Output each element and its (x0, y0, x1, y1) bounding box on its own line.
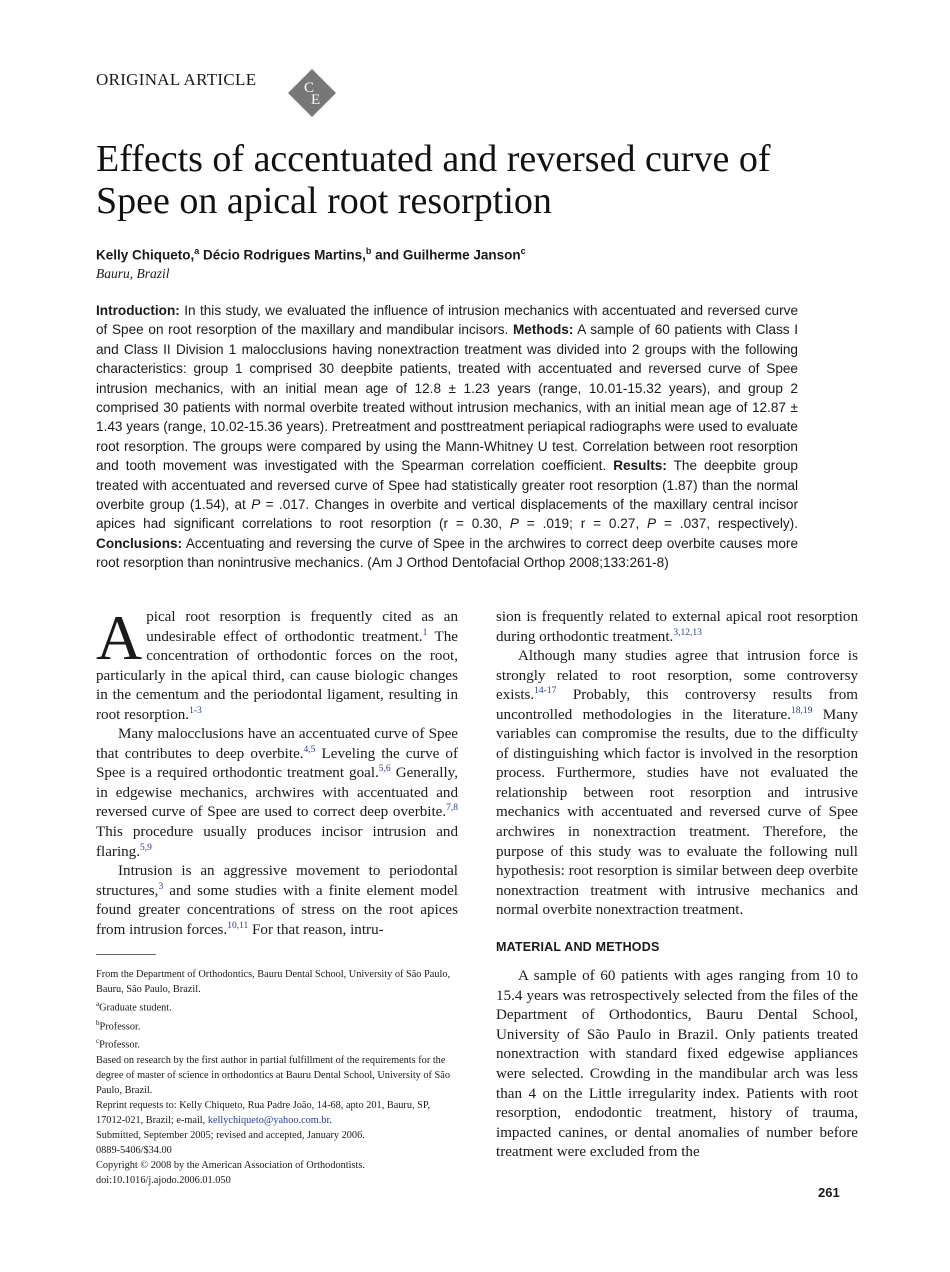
title-line-1: Effects of accentuated and reversed curve of (96, 138, 771, 180)
reference-link[interactable]: 5,9 (140, 842, 152, 853)
email-link[interactable]: kellychiqueto@yahoo.com.br (207, 1115, 330, 1127)
body-paragraph: A sample of 60 patients with ages ranging from 10 to 15.4 years was retrospectively selected from the files of the Department of Orthodontics, Bauru Dental School, University of São Paulo in Brazil. Only patients treated nonextraction with standard fixed edgewise appliances were selected. Crowding in the mandibular arch was less than 4 on the Little irregularity index. Patients with root resorption, endodontic treatment, history of trauma, impacted canines, or dental anomalies of number before treatment were excluded from the (496, 968, 858, 1161)
author-name: and Guilherme Janson (375, 247, 521, 263)
section-label: ORIGINAL ARTICLE (96, 70, 257, 89)
body-paragraph: sion is frequently related to external apical root resorption during orthodontic treatment.$^{3,12,13}$ (496, 609, 858, 645)
reference-link[interactable]: 1-3 (189, 705, 202, 716)
ce-badge-icon (287, 68, 337, 118)
footnote-a: $^a$Graduate student. (96, 1000, 172, 1014)
abstract-intro-label: Introduction: (96, 303, 180, 318)
section-heading: MATERIAL AND METHODS (496, 939, 660, 954)
abstract-methods-text: A sample of 60 patients with Class I and Class II Division 1 malocclusions having nonextraction treatment was divided into 2 groups with the following characteristics: group 1 comprised 30 deepbite patients, treated with accentuated and reversed curve of Spee intrusion mechanics, with an initial mean age of 12.8 ± 1.23 years (range, 10.01-15.32 years), and group 2 comprised 30 patients with normal overbite treated without intrusion mechanics, with an initial mean age of 12.87 ± 1.43 years (range, 10.02-15.36 years). Pretreatment and posttreatment periapical radiographs were used to evaluate root resorption. The groups were compared by using the Mann-Whitney U test. Correlation between root resorption and tooth movement was investigated with the Spearman correlation coefficient. (96, 322, 798, 474)
reference-link[interactable]: 7,8 (446, 803, 458, 814)
body-paragraph: Many malocclusions have an accentuated curve of Spee that contributes to deep overbite.$^{4,5}$ Leveling the curve of Spee is a required orthodontic treatment goal.$^{5,6}$ Generally, in edgewise mechanics, archwires with accentuated and reversed curve of Spee are used to correct deep overbite.$^{7,8}$ This procedure usually produces incisor intrusion and flaring.$^{5,9}$ (96, 726, 458, 860)
footnote-from: From the Department of Orthodontics, Bauru Dental School, University of São Paulo, Bauru, São Paulo, Brazil. (96, 969, 451, 996)
page-number: 261 (818, 1185, 840, 1200)
abstract-citation: (Am J Orthod Dentofacial Orthop 2008;133:261-8) (367, 555, 669, 571)
author-name: Kelly Chiqueto, (96, 247, 195, 263)
footnote-doi[interactable]: doi:10.1016/j.ajodo.2006.01.050 (96, 1175, 231, 1187)
footnote-c: $^c$Professor. (96, 1037, 141, 1051)
abstract-results-text: = .019; r = 0.27, (526, 516, 640, 532)
reference-link[interactable]: 18,19 (791, 705, 813, 716)
footnote-reprint: Reprint requests to: Kelly Chiqueto, Rua Padre João, 14-68, apto 201, Bauru, SP, 17012-021, Brazil; e-mail, kellychiqueto@yahoo.com.br. (96, 1100, 431, 1127)
p-value-letter: P (509, 516, 519, 532)
author-mark: b (365, 246, 372, 256)
abstract-results-text: = .037, respectively). (663, 516, 798, 532)
badge-letter-e: E (311, 92, 321, 108)
abstract-conclusions-label: Conclusions: (96, 535, 183, 551)
footnote-based-on: Based on research by the first author in partial fulfillment of the requirements for the degree of master of science in orthodontics at Bauru Dental School, University of São Paulo, Brazil. (96, 1054, 451, 1096)
reference-link[interactable]: 5,6 (378, 764, 391, 775)
reference-link[interactable]: 1 (422, 627, 428, 638)
reference-link[interactable]: 10,11 (227, 920, 249, 931)
body-paragraph: Apical root resorption is frequently cited as an undesirable effect of orthodontic treatment.$^1$ The concentration of orthodontic forces on the root, particularly in the apical third, can cause biologic changes in the cementum and the periodontal ligament, resulting in root resorption.$^{1-3}$ (96, 602, 458, 723)
abstract-intro-text: In this study, we evaluated the influence of intrusion mechanics with accentuated and reversed curve of Spee on root resorption of the maxillary and mandibular incisors. (96, 303, 798, 338)
reference-link[interactable]: 4,5 (303, 744, 316, 755)
reference-link[interactable]: 3 (158, 881, 164, 892)
author-name: Décio Rodrigues Martins, (203, 247, 366, 263)
author-mark: a (194, 246, 200, 256)
article-title (96, 138, 856, 222)
body-column-left (96, 602, 458, 940)
p-value-letter: P (647, 516, 657, 532)
footnote-issn: 0889-5406/$34.00 (96, 1145, 172, 1157)
body-paragraph: Although many studies agree that intrusion force is strongly related to root resorption, some controversy exists.$^{14-17}$ Probably, this controversy results from uncontrolled methodologies in the literature.$^{18,19}$ Many variables can compromise the results, due to the difficulty of distinguishing which factor is involved in the resorption process. Furthermore, studies have not evaluated the relationship between root resorption and intrusive mechanics with accentuated and reversed curve of Spee archwires in nonextraction treatment. Therefore, the purpose of this study was to evaluate the following null hypothesis: root resorption is similar between deep overbite nonextraction treatment with intrusive mechanics and normal overbite nonextraction treatment. (496, 648, 858, 919)
drop-cap: A (96, 602, 143, 673)
abstract-results-text: The deepbite group treated with accentuated and reversed curve of Spee had statistically greater root resorption (1.87) than the normal overbite group (1.54), at (96, 458, 798, 513)
footnote-submitted: Submitted, September 2005; revised and accepted, January 2006. (96, 1130, 365, 1142)
footnote-copyright: Copyright © 2008 by the American Association of Orthodontists. (96, 1160, 365, 1172)
footnote-b: $^b$Professor. (96, 1018, 141, 1033)
footnotes (96, 967, 458, 1189)
abstract-methods-label: Methods: (512, 322, 574, 338)
body-paragraph: Intrusion is an aggressive movement to periodontal structures,$^3$ and some studies with a finite element model found greater concentrations of stress on the root apices from intrusion forces.$^{10,11}$ For that reason, intru- (96, 863, 458, 938)
abstract-results-label: Results: (613, 458, 667, 474)
body-column-right (496, 608, 858, 1163)
affiliation: Bauru, Brazil (96, 266, 170, 281)
abstract (96, 301, 798, 573)
badge-letter-c: C (304, 80, 315, 96)
reference-link[interactable]: 14-17 (534, 686, 557, 697)
author-list (96, 246, 526, 263)
author-mark: c (520, 246, 526, 256)
title-line-2: Spee on apical root resorption (96, 180, 552, 222)
p-value-letter: P (251, 497, 261, 513)
abstract-conclusions-text: Accentuating and reversing the curve of Spee in the archwires to correct deep overbite causes more root resorption than nonintrusive mechanics. (96, 535, 799, 571)
reference-link[interactable]: 3,12,13 (673, 627, 702, 638)
footnote-divider (96, 954, 156, 955)
abstract-results-text: = .017. Changes in overbite and vertical displacements of the maxillary central incisor apices had significant correlations to root resorption (r = 0.30, (96, 497, 798, 532)
